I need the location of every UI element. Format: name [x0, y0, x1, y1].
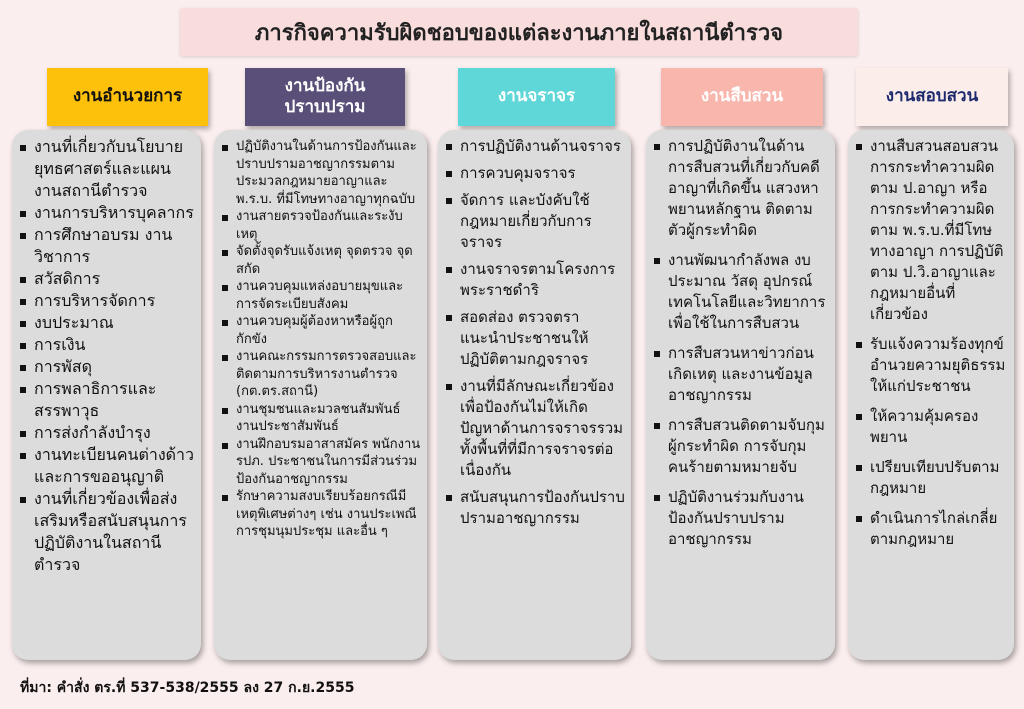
header-investigation-label: งานสืบสวน: [700, 86, 784, 107]
card-traffic: [438, 130, 631, 660]
bullet-icon: [446, 495, 452, 501]
bullet-icon: [222, 215, 228, 221]
list-item: งานสายตรวจป้องกันและระงับเหตุ: [222, 208, 421, 243]
header-inquiry: [856, 68, 1008, 126]
header-prevention: [245, 68, 405, 126]
list-item: งานการบริหารบุคลากร: [20, 202, 195, 224]
list-item: การสืบสวนติดตามจับกุมผู้กระทำผิด การจับกุมคนร้ายตามหมายจับ: [654, 415, 829, 478]
list-item: รักษาความสงบเรียบร้อยกรณีมีเหตุพิเศษต่างๆ เช่น งานประเพณี การชุมนุมประชุม และอื่น ๆ: [222, 488, 421, 541]
header-investigation: [661, 68, 823, 126]
list-item: รับแจ้งความร้องทุกข์ อำนวยความยุติธรรมให้แก่ประชาชน: [856, 334, 1008, 397]
bullet-icon: [446, 315, 452, 321]
card-inquiry: [848, 130, 1014, 660]
list-item: งานพัฒนากำลังพล งบประมาณ วัสดุ อุปกรณ์ เทคโนโลยีและวิทยาการ เพื่อใช้ในการสืบสวน: [654, 250, 829, 334]
bullet-icon: [654, 495, 660, 501]
prevention-list: [222, 138, 421, 541]
list-item: การส่งกำลังบำรุง: [20, 422, 195, 444]
header-admin: [47, 68, 208, 126]
list-item: งานควบคุมแหล่งอบายมุขและการจัดระเบียบสังคม: [222, 278, 421, 313]
list-item: งบประมาณ: [20, 312, 195, 334]
card-investigation: [646, 130, 835, 660]
bullet-icon: [654, 144, 660, 150]
bullet-icon: [856, 465, 862, 471]
bullet-icon: [856, 516, 862, 522]
list-item: งานทะเบียนคนต่างด้าวและการขออนุญาติ: [20, 444, 195, 488]
list-item: การปฏิบัติงานด้านจราจร: [446, 136, 625, 157]
list-item: การปฏิบัติงานในด้านการสืบสวนที่เกี่ยวกับคดีอาญาที่เกิดขึ้น แสวงหาพยานหลักฐาน ติดตามตัวผู้กระทำผิด: [654, 136, 829, 241]
bullet-icon: [654, 423, 660, 429]
list-item: งานจราจรตามโครงการพระราชดำริ: [446, 259, 625, 301]
bullet-icon: [20, 233, 26, 239]
list-item: งานที่เกี่ยวข้องเพื่อส่งเสริมหรือสนับสนุนการปฏิบัติงานในสถานีตำรวจ: [20, 488, 195, 576]
list-item: งานสืบสวนสอบสวนการกระทำความผิดตาม ป.อาญา หรือการกระทำความผิดตาม พ.ร.บ.ที่มีโทษทางอาญา การปฏิบัติตาม ป.วิ.อาญาและกฎหมายอื่นที่เกี่ยวข้อง: [856, 136, 1008, 325]
source-note: ที่มา: คำสั่ง ตร.ที่ 537-538/2555 ลง 27 ก.ย.2555: [20, 680, 355, 696]
header-inquiry-label: งานสอบสวน: [885, 86, 979, 107]
bullet-icon: [654, 351, 660, 357]
list-item: งานฝึกอบรมอาสาสมัคร พนักงาน รปภ. ประชาชนในการมีส่วนร่วมป้องกันอาชญากรรม: [222, 436, 421, 489]
list-item: การพัสดุ: [20, 356, 195, 378]
bullet-icon: [20, 211, 26, 217]
bullet-icon: [446, 267, 452, 273]
page-title: ภารกิจความรับผิดชอบของแต่ละงานภายในสถานีตำรวจ: [180, 8, 858, 56]
bullet-icon: [20, 321, 26, 327]
admin-list: [20, 136, 195, 576]
list-item: ให้ความคุ้มครองพยาน: [856, 406, 1008, 448]
header-traffic: [458, 68, 615, 126]
list-item: งานชุมชนและมวลชนสัมพันธ์ งานประชาสัมพันธ์: [222, 401, 421, 436]
bullet-icon: [446, 384, 452, 390]
bullet-icon: [222, 355, 228, 361]
list-item: จัดการ และบังคับใช้กฎหมายเกี่ยวกับการจราจร: [446, 190, 625, 253]
bullet-icon: [20, 497, 26, 503]
header-traffic-label: งานจราจร: [497, 86, 576, 107]
bullet-icon: [222, 443, 228, 449]
bullet-icon: [654, 258, 660, 264]
bullet-icon: [20, 431, 26, 437]
list-item: การสืบสวนหาข่าวก่อนเกิดเหตุ และงานข้อมูลอาชญากรรม: [654, 343, 829, 406]
bullet-icon: [446, 198, 452, 204]
bullet-icon: [20, 145, 26, 151]
list-item: งานที่มีลักษณะเกี่ยวข้อง เพื่อป้องกันไม่ให้เกิดปัญหาด้านการจราจรรวมทั้งพื้นที่ที่มีการจราจรต่อเนื่องกัน: [446, 376, 625, 481]
bullet-icon: [222, 408, 228, 414]
list-item: ดำเนินการไกล่เกลี่ยตามกฎหมาย: [856, 508, 1008, 550]
bullet-icon: [222, 320, 228, 326]
traffic-list: [446, 136, 625, 529]
list-item: จัดตั้งจุดรับแจ้งเหตุ จุดตรวจ จุดสกัด: [222, 243, 421, 278]
bullet-icon: [856, 414, 862, 420]
bullet-icon: [856, 144, 862, 150]
list-item: การเงิน: [20, 334, 195, 356]
list-item: การศึกษาอบรม งานวิชาการ: [20, 224, 195, 268]
list-item: สนับสนุนการป้องกันปราบปรามอาชญากรรม: [446, 487, 625, 529]
list-item: งานที่เกี่ยวกับนโยบาย ยุทธศาสตร์และแผนงานสถานีตำรวจ: [20, 136, 195, 202]
header-prevention-label: งานป้องกันปราบปราม: [284, 75, 366, 117]
bullet-icon: [20, 453, 26, 459]
investigation-list: [654, 136, 829, 550]
list-item: การควบคุมจราจร: [446, 163, 625, 184]
card-prevention: [214, 130, 427, 660]
list-item: สวัสดิการ: [20, 268, 195, 290]
bullet-icon: [20, 299, 26, 305]
bullet-icon: [222, 495, 228, 501]
list-item: การพลาธิการและสรรพาวุธ: [20, 378, 195, 422]
bullet-icon: [20, 365, 26, 371]
bullet-icon: [20, 343, 26, 349]
bullet-icon: [222, 145, 228, 151]
bullet-icon: [446, 144, 452, 150]
header-admin-label: งานอำนวยการ: [72, 86, 183, 107]
bullet-icon: [20, 387, 26, 393]
list-item: งานควบคุมผู้ต้องหาหรือผู้ถูกกักขัง: [222, 313, 421, 348]
list-item: ปฏิบัติงานในด้านการป้องกันและปราบปรามอาชญากรรมตามประมวลกฎหมายอาญาและพ.ร.บ. ที่มีโทษทางอาญาทุกฉบับ: [222, 138, 421, 208]
bullet-icon: [856, 342, 862, 348]
card-admin: [12, 130, 201, 660]
list-item: เปรียบเทียบปรับตามกฎหมาย: [856, 457, 1008, 499]
list-item: ปฏิบัติงานร่วมกับงานป้องกันปราบปรามอาชญากรรม: [654, 487, 829, 550]
list-item: สอดส่อง ตรวจตราแนะนำประชาชนให้ปฏิบัติตามกฎจราจร: [446, 307, 625, 370]
bullet-icon: [222, 285, 228, 291]
bullet-icon: [222, 250, 228, 256]
inquiry-list: [856, 136, 1008, 550]
list-item: การบริหารจัดการ: [20, 290, 195, 312]
bullet-icon: [446, 171, 452, 177]
list-item: งานคณะกรรมการตรวจสอบและติดตามการบริหารงานตำรวจ (กต.ตร.สถานี): [222, 348, 421, 401]
bullet-icon: [20, 277, 26, 283]
